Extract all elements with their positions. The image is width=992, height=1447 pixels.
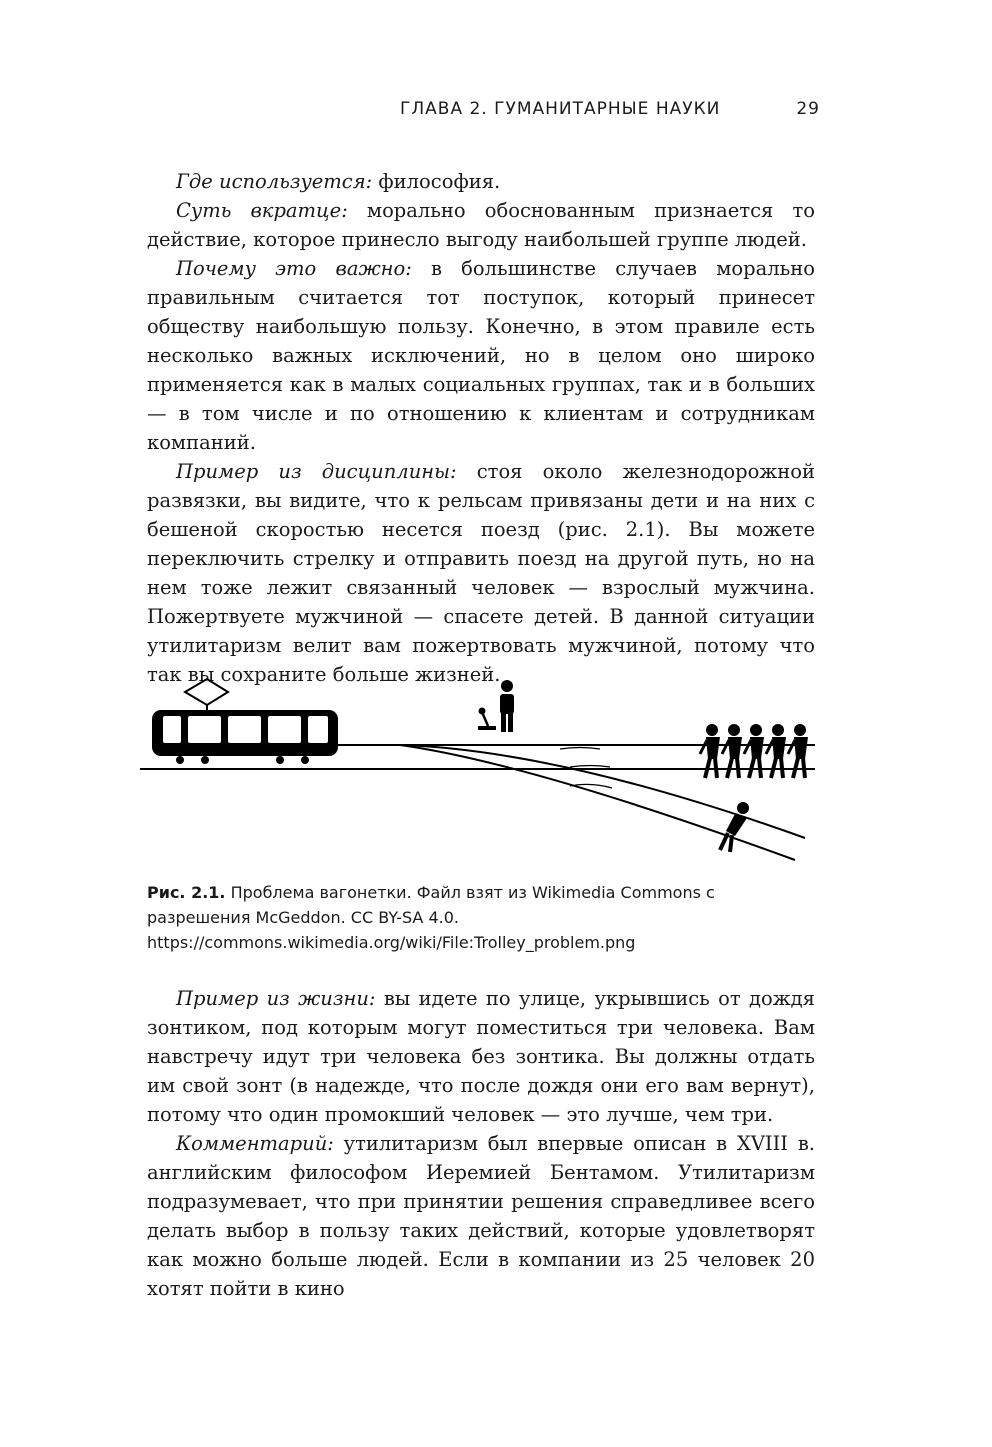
paragraph-text: утилитаризм был впервые описан в XVIII в. английским философом Иеремией Бентамом. Утилитаризм подразумевает, что при принятии решения справедливее всего делать выбор в пользу таких действий, которые удовлетворят как можно больше людей. Если в компании из 25 человек 20 хотят пойти в кино [147, 1132, 815, 1300]
paragraph [147, 457, 815, 689]
paragraph [147, 1129, 815, 1303]
paragraph-text: стоя около железнодорожной развязки, вы видите, что к рельсам привязаны дети и на них с бешеной скоростью несется поезд (рис. 2.1). Вы можете переключить стрелку и отправить поезд на другой путь, но на нем тоже лежит связанный человек — взрослый мужчина. Пожертвуете мужчиной — спасете детей. В данной ситуации утилитаризм велит вам пожертвовать мужчиной, потому что так вы сохраните больше жизней. [147, 460, 815, 686]
paragraph-text: вы идете по улице, укрывшись от дождя зонтиком, под которым могут поместиться три человека. Вам навстречу идут три человека без зонтика. Вы должны отдать им свой зонт (в надежде, что после дождя они его вам вернут), потому что один промокший человек — это лучше, чем три. [147, 987, 815, 1126]
lever-operator-figure [500, 680, 514, 732]
text-block-bottom [147, 984, 815, 1303]
figure-caption [147, 880, 819, 955]
branch-track-upper-rail [400, 745, 805, 838]
switch-mark [560, 748, 600, 750]
chapter-title: ГЛАВА 2. ГУМАНИТАРНЫЕ НАУКИ [400, 99, 721, 119]
caption-label: Рис. 2.1. [147, 883, 226, 902]
trolley-problem-illustration [140, 668, 820, 864]
paragraph-lead: Комментарий: [176, 1132, 334, 1155]
paragraph-lead: Пример из дисциплины: [176, 460, 457, 483]
paragraph [147, 254, 815, 457]
caption-text: Проблема вагонетки. Файл взят из Wikimedia Commons с разрешения McGeddon. CC BY-SA 4.0. https://commons.wikimedia.org/wiki/File:Trolley_problem.png [147, 883, 715, 952]
paragraph-text: философия. [372, 170, 501, 193]
paragraph [147, 984, 815, 1129]
paragraph-lead: Пример из жизни: [176, 987, 376, 1010]
paragraph-lead: Суть вкратце: [176, 199, 348, 222]
switch-mark [570, 766, 610, 768]
running-head [400, 99, 820, 127]
tram-icon [152, 679, 338, 764]
paragraph-text: в большинстве случаев морально правильным считается тот поступок, который принесет обществу наибольшую пользу. Конечно, в этом правиле есть несколько важных исключений, но в целом оно широко применяется как в малых социальных группах, так и в больших — в том числе и по отношению к клиентам и сотрудникам компаний. [147, 257, 815, 454]
paragraph [147, 167, 815, 196]
paragraph-lead: Почему это важно: [176, 257, 412, 280]
paragraph-text: морально обоснованным признается то действие, которое принесло выгоду наибольшей группе людей. [147, 199, 815, 251]
paragraph-lead: Где используется: [176, 170, 373, 193]
text-block-top [147, 167, 815, 689]
page-number: 29 [796, 99, 820, 119]
switch-lever-icon [478, 708, 496, 731]
paragraph [147, 196, 815, 254]
